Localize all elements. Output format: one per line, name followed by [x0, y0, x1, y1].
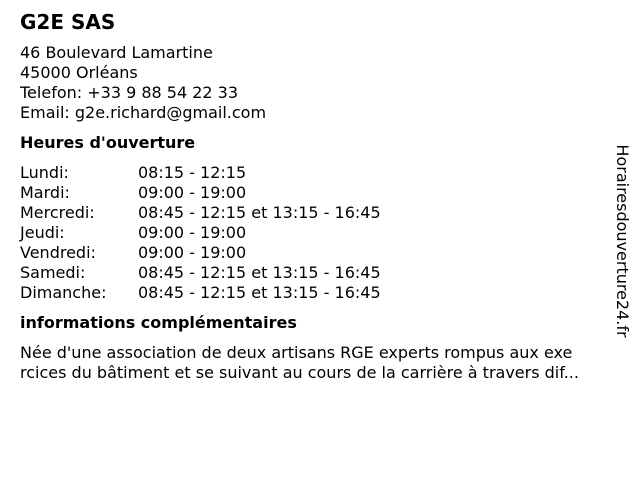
time-range: 08:45 - 12:15 et 13:15 - 16:45 — [138, 283, 381, 302]
opening-hours-title: Heures d'ouverture — [20, 133, 196, 152]
watermark — [612, 136, 632, 346]
watermark-text: Horairesdouverture24.fr — [613, 144, 632, 338]
hours-row — [20, 223, 620, 243]
additional-info-title: informations complémentaires — [20, 313, 297, 332]
day-label: Vendredi: — [20, 243, 96, 262]
info-line: rcices du bâtiment et se suivant au cours de la carrière à travers dif... — [20, 363, 579, 382]
day-label: Samedi: — [20, 263, 86, 282]
hours-row — [20, 263, 620, 283]
phone-line: Telefon: +33 9 88 54 22 33 — [20, 83, 239, 102]
day-label: Dimanche: — [20, 283, 107, 302]
hours-row — [20, 283, 620, 303]
address-city: 45000 Orléans — [20, 63, 138, 82]
time-range: 09:00 - 19:00 — [138, 183, 247, 202]
business-card — [20, 10, 620, 383]
hours-row — [20, 203, 620, 223]
info-line: Née d'une association de deux artisans RGE experts rompus aux exe — [20, 343, 573, 362]
email-line: Email: g2e.richard@gmail.com — [20, 103, 267, 122]
day-label: Jeudi: — [20, 223, 65, 242]
contact-block — [20, 43, 620, 123]
company-name: G2E SAS — [20, 10, 116, 34]
time-range: 08:15 - 12:15 — [138, 163, 247, 182]
hours-row — [20, 243, 620, 263]
time-range: 09:00 - 19:00 — [138, 243, 247, 262]
hours-row — [20, 163, 620, 183]
time-range: 08:45 - 12:15 et 13:15 - 16:45 — [138, 203, 381, 222]
time-range: 08:45 - 12:15 et 13:15 - 16:45 — [138, 263, 381, 282]
day-label: Mercredi: — [20, 203, 95, 222]
address-street: 46 Boulevard Lamartine — [20, 43, 213, 62]
hours-row — [20, 183, 620, 203]
time-range: 09:00 - 19:00 — [138, 223, 247, 242]
additional-info-text — [20, 343, 620, 383]
opening-hours-list — [20, 163, 620, 303]
day-label: Lundi: — [20, 163, 69, 182]
day-label: Mardi: — [20, 183, 70, 202]
